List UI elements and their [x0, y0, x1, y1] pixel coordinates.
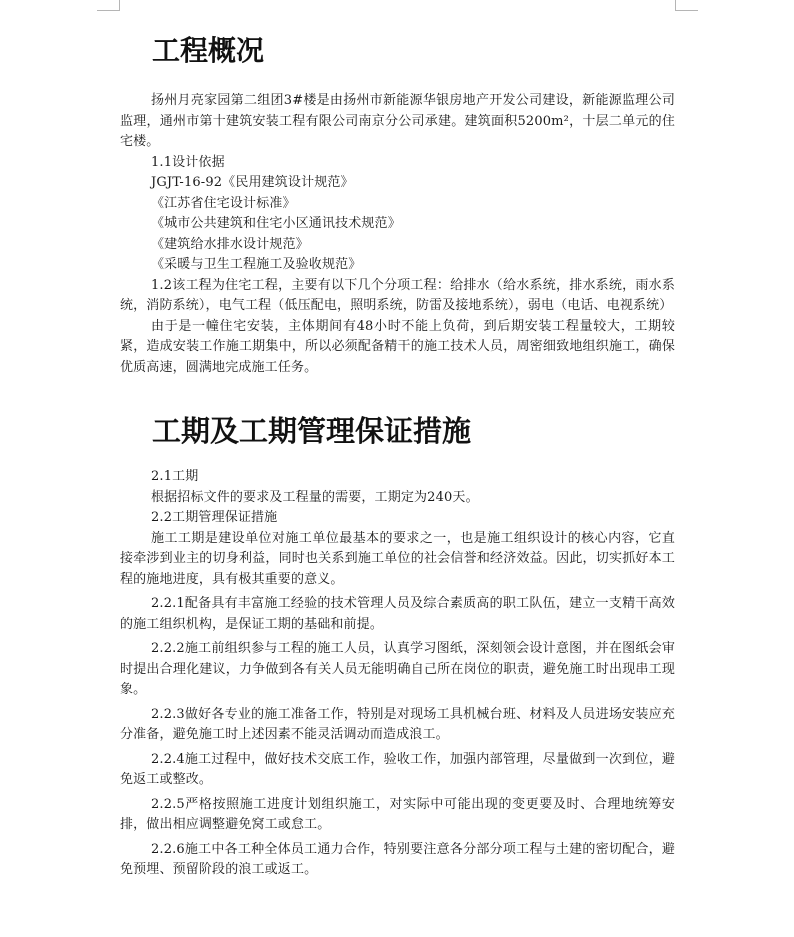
measures-intro-paragraph: 施工工期是建设单位对施工单位最基本的要求之一，也是施工组织设计的核心内容，它直接牵涉到业主的切身利益，同时也关系到施工单位的社会信誉和经济效益。因此，切实抓好本工程的施地进度，具有极其重要的意义。 — [120, 530, 675, 587]
duration-paragraph: 根据招标文件的要求及工程量的需要，工期定为240天。 — [151, 489, 479, 505]
reference-item: 《建筑给水排水设计规范》 — [151, 236, 309, 252]
reference-item: 《江苏省住宅设计标准》 — [151, 195, 296, 211]
design-basis-heading: 1.1设计依据 — [151, 154, 225, 170]
reference-item: JGJT-16-92《民用建筑设计规范》 — [151, 175, 354, 190]
measure-item: 2.2.2施工前组织参与工程的施工人员，认真学习图纸，深刻领会设计意图，并在图纸会审时提出合理化建议，力争做到各有关人员无能明确自己所在岗位的职责，避免施工时出现串工现象。 — [120, 641, 675, 697]
overview-paragraph: 扬州月亮家园第二组团3#楼是由扬州市新能源华银房地产开发公司建设，新能源监理公司监理，通州市第十建筑安装工程有限公司南京分公司承建。建筑面积5200m²，十层二单元的住宅楼。 — [120, 93, 675, 149]
crop-mark-right — [675, 0, 698, 11]
reference-item: 《采暖与卫生工程施工及验收规范》 — [151, 257, 362, 272]
section-schedule — [120, 467, 675, 881]
document-body — [120, 28, 675, 881]
measure-item: 2.2.6施工中各工种全体员工通力合作，特别要注意各分部分项工程与土建的密切配合，避免预埋、预留阶段的浪工或返工。 — [120, 841, 675, 877]
measure-item: 2.2.1配备具有丰富施工经验的技术管理人员及综合素质高的职工队伍，建立一支精干高效的施工组织机构，是保证工期的基础和前提。 — [120, 596, 675, 632]
measure-item: 2.2.3做好各专业的施工准备工作，特别是对现场工具机械台班、材料及人员进场安装应充分准备，避免施工时上述因素不能灵活调动而造成浪工。 — [120, 706, 675, 742]
summary-paragraph: 由于是一幢住宅安装，主体期间有48小时不能上负荷，到后期安装工程量较大，工期较紧，造成安装工作施工期集中，所以必须配备精干的施工技术人员，周密细致地组织施工，确保优质高速，圆满地完成施工任务。 — [120, 318, 675, 375]
measure-item: 2.2.4施工过程中，做好技术交底工作，验收工作，加强内部管理，尽量做到一次到位，避免返工或整改。 — [120, 751, 675, 787]
scope-paragraph: 1.2该工程为住宅工程，主要有以下几个分项工程：给排水（给水系统，排水系统，雨水系统，消防系统），电气工程（低压配电，照明系统，防雷及接地系统），弱电（电话、电视系统） — [120, 277, 675, 313]
measures-heading: 2.2工期管理保证措施 — [151, 510, 278, 525]
section-title-overview: 工程概况 — [152, 34, 265, 67]
duration-heading: 2.1工期 — [151, 469, 199, 484]
section-overview — [120, 91, 675, 378]
measure-item: 2.2.5严格按照施工进度计划组织施工，对实际中可能出现的变更要及时、合理地统筹安排，做出相应调整避免窝工或怠工。 — [120, 796, 675, 832]
reference-item: 《城市公共建筑和住宅小区通讯技术规范》 — [151, 216, 401, 231]
crop-mark-left — [97, 0, 120, 11]
section-title-schedule: 工期及工期管理保证措施 — [152, 414, 472, 448]
